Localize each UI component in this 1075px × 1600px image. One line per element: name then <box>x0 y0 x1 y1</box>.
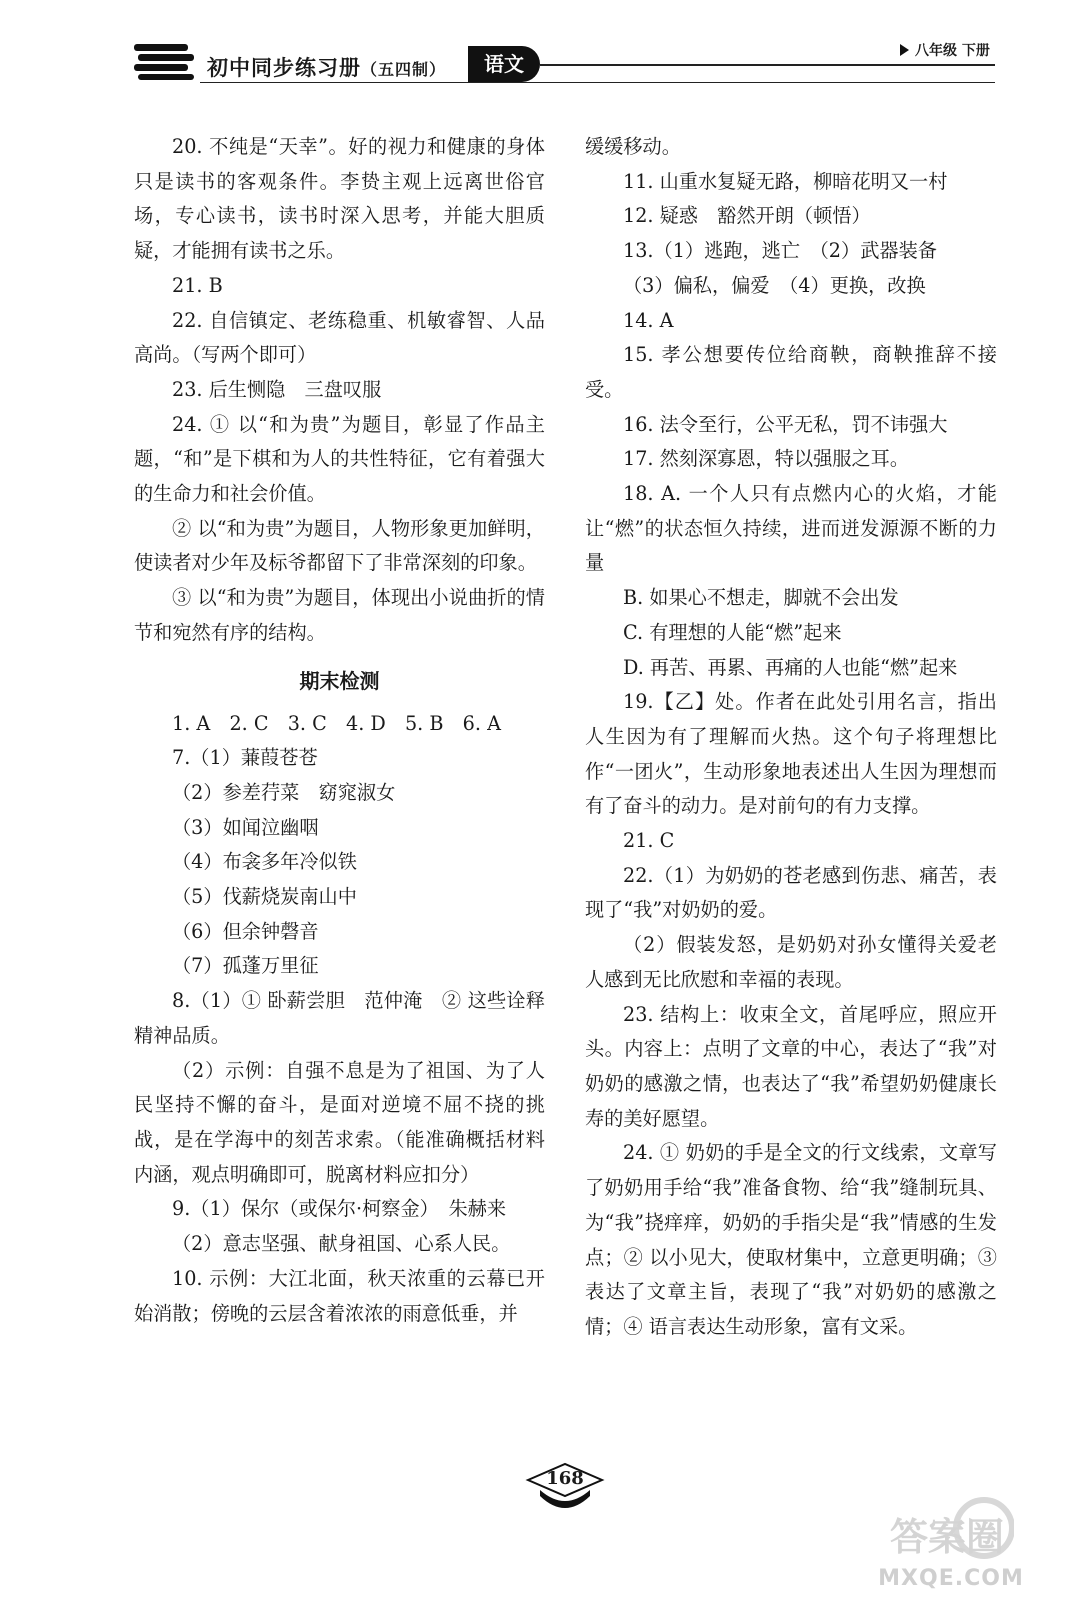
answer-paragraph: 1. A 2. C 3. C 4. D 5. B 6. A <box>172 711 501 735</box>
answer-paragraph: 17. 然刻深寡恩，特以强服之耳。 <box>623 447 910 471</box>
subject-badge: 语文 <box>468 46 540 82</box>
answer-paragraph: （4）布衾多年冷似铁 <box>172 850 357 874</box>
answer-paragraph: （2）意志坚强、献身祖国、心系人民。 <box>172 1232 511 1256</box>
answer-paragraph: D. 再苦、再累、再痛的人也能“燃”起来 <box>623 655 958 679</box>
answer-paragraph: 10. 示例：大江北面，秋天浓重的云幕已开始消散；傍晚的云层含着浓浓的雨意低垂，并 <box>134 1266 545 1325</box>
answer-paragraph: 21. C <box>623 829 675 853</box>
answer-paragraph: 14. A <box>623 308 674 332</box>
answer-paragraph: 11. 山重水复疑无路，柳暗花明又一村 <box>623 169 948 193</box>
answer-paragraph: 24. ① 奶奶的手是全文的行文线索，文章写了奶奶用手给“我”准备食物、给“我”缝制玩具、为“我”挠痒痒，奶奶的手指尖是“我”情感的生发点；② 以小见大，使取材集中，立意更明确；③ 表达了文章主旨，表现了“我”对奶奶的感激之情；④ 语言表达生动形象，富有文采。 <box>585 1141 997 1338</box>
book-title <box>207 52 446 82</box>
header-rule <box>540 64 995 66</box>
answer-paragraph: ③ 以“和为贵”为题目，体现出小说曲折的情节和宛然有序的结构。 <box>134 586 545 644</box>
book-stack-logo-icon <box>134 42 196 82</box>
answer-paragraph: 22. 自信镇定、老练稳重、机敏睿智、人品高尚。（写两个即可） <box>134 308 545 367</box>
answer-paragraph: 21. B <box>172 273 223 297</box>
answer-paragraph: （5）伐薪烧炭南山中 <box>172 885 357 909</box>
answer-paragraph: 15. 孝公想要传位给商鞅，商鞅推辞不接受。 <box>585 343 997 401</box>
answer-paragraph: B. 如果心不想走，脚就不会出发 <box>623 586 899 610</box>
answer-paragraph: （3）偏私，偏爱 （4）更换，改换 <box>623 273 926 297</box>
grade-text: 八年级 下册 <box>915 43 990 59</box>
answer-paragraph: 7.（1）蒹葭苍苍 <box>172 746 318 770</box>
continuation-text: 缓缓移动。 <box>585 135 681 158</box>
answer-paragraph: 12. 疑惑 豁然开朗（顿悟） <box>623 204 871 228</box>
answer-paragraph: （2）参差荇菜 窈窕淑女 <box>172 780 396 804</box>
answer-paragraph: 9.（1）保尔（或保尔·柯察金） 朱赫来 <box>172 1197 507 1221</box>
section-title: 期末检测 <box>299 668 380 693</box>
right-column <box>585 130 997 1345</box>
book-title-text: 初中同步练习册 <box>207 56 361 80</box>
answer-paragraph: 23. 结构上：收束全文，首尾呼应，照应开头。内容上：点明了文章的中心，表达了“我”对奶奶的感激之情，也表达了“我”希望奶奶健康长寿的美好愿望。 <box>585 1002 997 1130</box>
answer-paragraph: 8.（1）① 卧薪尝胆 范仲淹 ② 这些诠释精神品质。 <box>134 989 545 1047</box>
answer-paragraph: C. 有理想的人能“燃”起来 <box>623 620 842 644</box>
answer-paragraph: 23. 后生恻隐 三盘叹服 <box>172 377 382 401</box>
watermark-text: 答案圈 <box>890 1515 1005 1559</box>
book-edition: （五四制） <box>361 60 447 79</box>
answer-paragraph: ② 以“和为贵”为题目，人物形象更加鲜明，使读者对少年及标爷都留下了非常深刻的印象。 <box>134 516 545 575</box>
watermark-url: MXQE.COM <box>878 1566 1024 1591</box>
answer-paragraph: （7）孤蓬万里征 <box>172 954 319 978</box>
grade-label <box>900 40 990 60</box>
triangle-icon <box>900 44 909 56</box>
page-number: 168 <box>546 1468 584 1489</box>
left-column <box>134 130 545 1331</box>
answer-paragraph: 20. 不纯是“天幸”。好的视力和健康的身体只是读书的客观条件。李贽主观上远离世俗官场，专心读书，读书时深入思考，并能大胆质疑，才能拥有读书之乐。 <box>134 135 545 263</box>
answer-paragraph: （2）假装发怒，是奶奶对孙女懂得关爱老人感到无比欣慰和幸福的表现。 <box>585 933 997 991</box>
answer-paragraph: 24. ① 以“和为贵”为题目，彰显了作品主题，“和”是下棋和为人的共性特征，它有着强大的生命力和社会价值。 <box>134 412 545 506</box>
header-rule-lower <box>200 82 995 83</box>
answer-paragraph: （6）但余钟磬音 <box>172 919 319 943</box>
answer-paragraph: 18. A. 一个人只有点燃内心的火焰，才能让“燃”的状态恒久持续，进而迸发源源不断的力量 <box>585 482 997 575</box>
answer-paragraph: （2）示例：自强不息是为了祖国、为了人民坚持不懈的奋斗，是面对逆境不屈不挠的挑战，是在学海中的刻苦求索。（能准确概括材料内涵，观点明确即可，脱离材料应扣分） <box>134 1058 545 1186</box>
answer-paragraph: 16. 法令至行，公平无私，罚不讳强大 <box>623 412 948 436</box>
answer-paragraph: （3）如闻泣幽咽 <box>172 815 319 839</box>
answer-paragraph: 13.（1）逃跑，逃亡 （2）武器装备 <box>623 239 937 263</box>
answer-paragraph: 19.【乙】处。作者在此处引用名言，指出人生因为有了理解而火热。这个句子将理想比作“一团火”，生动形象地表述出人生因为理想而有了奋斗的动力。是对前句的有力支撑。 <box>585 690 997 818</box>
answer-paragraph: 22.（1）为奶奶的苍老感到伤悲、痛苦，表现了“我”对奶奶的爱。 <box>585 863 997 922</box>
